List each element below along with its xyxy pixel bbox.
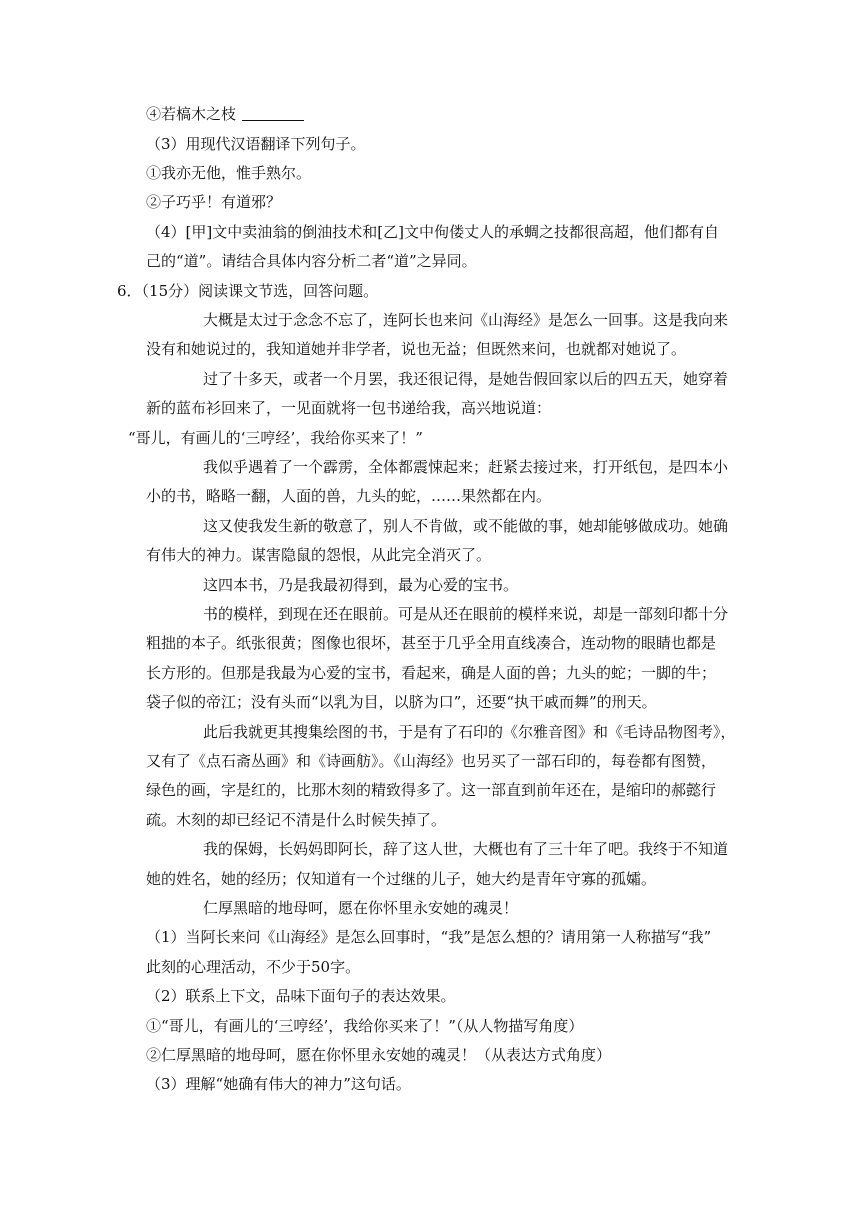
question-3-instruction: （3）用现代汉语翻译下列句子。 [146, 135, 366, 153]
passage-line: 绿色的画，字是红的，比那木刻的精致得多了。这一部直到前年还在，是缩印的郝懿行 [146, 781, 717, 799]
question-4-line-2: 己的“道”。请结合具体内容分析二者“道”之异同。 [146, 252, 477, 270]
question-3-sentence-2: ②子巧乎！有道邪？ [146, 193, 282, 211]
subquestion-3: （3）理解“她确有伟大的神力”这句话。 [146, 1075, 411, 1093]
passage-line: 书的模样，到现在还在眼前。可是从还在眼前的模样来说，却是一部刻印都十分 [203, 605, 729, 623]
passage-line: 仁厚黑暗的地母呵，愿在你怀里永安她的魂灵！ [203, 899, 519, 917]
answer-blank [242, 105, 304, 121]
item-4-line: ④若槁木之枝 [146, 104, 304, 124]
passage-line: 又有了《点石斋丛画》和《诗画舫》。《山海经》也另买了一部石印的，每卷都有图赞， [146, 752, 717, 770]
passage-line: 我似乎遇着了一个霹雳，全体都震悚起来；赶紧去接过来，打开纸包，是四本小 [203, 458, 729, 476]
subquestion-2-item-2: ②仁厚黑暗的地母呵，愿在你怀里永安她的魂灵！（从表达方式角度） [146, 1046, 612, 1064]
passage-line: 没有和她说过的，我知道她并非学者，说也无益；但既然来问，也就都对她说了。 [146, 340, 687, 358]
subquestion-1-line-2: 此刻的心理活动，不少于50字。 [146, 958, 361, 976]
passage-line: 小的书，略略一翻，人面的兽，九头的蛇，……果然都在内。 [146, 487, 552, 505]
passage-line: 袋子似的帝江；没有头而“以乳为目，以脐为口”，还要“执干戚而舞”的刑天。 [146, 693, 657, 711]
question-4-line-1: （4）[甲]文中卖油翁的倒油技术和[乙]文中佝偻丈人的承蜩之技都很高超，他们都有自 [146, 223, 719, 241]
passage-line: 我的保姆，长妈妈即阿长，辞了这人世，大概也有了三十年了吧。我终于不知道 [203, 840, 729, 858]
passage-line: 粗拙的本子。纸张很黄；图像也很坏，甚至于几乎全用直线凑合，连动物的眼睛也都是 [146, 634, 717, 652]
question-6-header: 6．（15分）阅读课文节选，回答问题。 [117, 282, 379, 300]
passage-line: 新的蓝布衫回来了，一见面就将一包书递给我，高兴地说道： [146, 399, 552, 417]
passage-line: 长方形的。但那是我最为心爱的宝书，看起来，确是人面的兽；九头的蛇；一脚的牛； [146, 664, 717, 682]
subquestion-2-item-1: ①“哥儿，有画儿的‘三哼经’，我给你买来了！”（从人物描写角度） [146, 1017, 584, 1035]
passage-line: 这四本书，乃是我最初得到，最为心爱的宝书。 [203, 576, 519, 594]
subquestion-2-instruction: （2）联系上下文，品味下面句子的表达效果。 [146, 987, 456, 1005]
question-3-sentence-1: ①我亦无他，惟手熟尔。 [146, 164, 312, 182]
subquestion-1-line-1: （1）当阿长来问《山海经》是怎么回事时，“我”是怎么想的？请用第一人称描写“我” [146, 928, 712, 946]
passage-line: 此后我就更其搜集绘图的书，于是有了石印的《尔雅音图》和《毛诗品物图考》， [203, 723, 736, 741]
passage-dialogue-line: “哥儿，有画儿的‘三哼经’，我给你买来了！” [128, 429, 423, 447]
passage-line: 大概是太过于念念不忘了，连阿长也来问《山海经》是怎么一回事。这是我向来 [203, 311, 729, 329]
passage-line: 过了十多天，或者一个月罢，我还很记得，是她告假回家以后的四五天，她穿着 [203, 370, 729, 388]
passage-line: 她的姓名，她的经历；仅知道有一个过继的儿子，她大约是青年守寡的孤孀。 [146, 870, 657, 888]
passage-line: 这又使我发生新的敬意了，别人不肯做，或不能做的事，她却能够做成功。她确 [203, 517, 729, 535]
passage-line: 有伟大的神力。谋害隐鼠的怨恨，从此完全消灭了。 [146, 546, 492, 564]
passage-line: 疏。木刻的却已经记不清是什么时候失掉了。 [146, 811, 447, 829]
